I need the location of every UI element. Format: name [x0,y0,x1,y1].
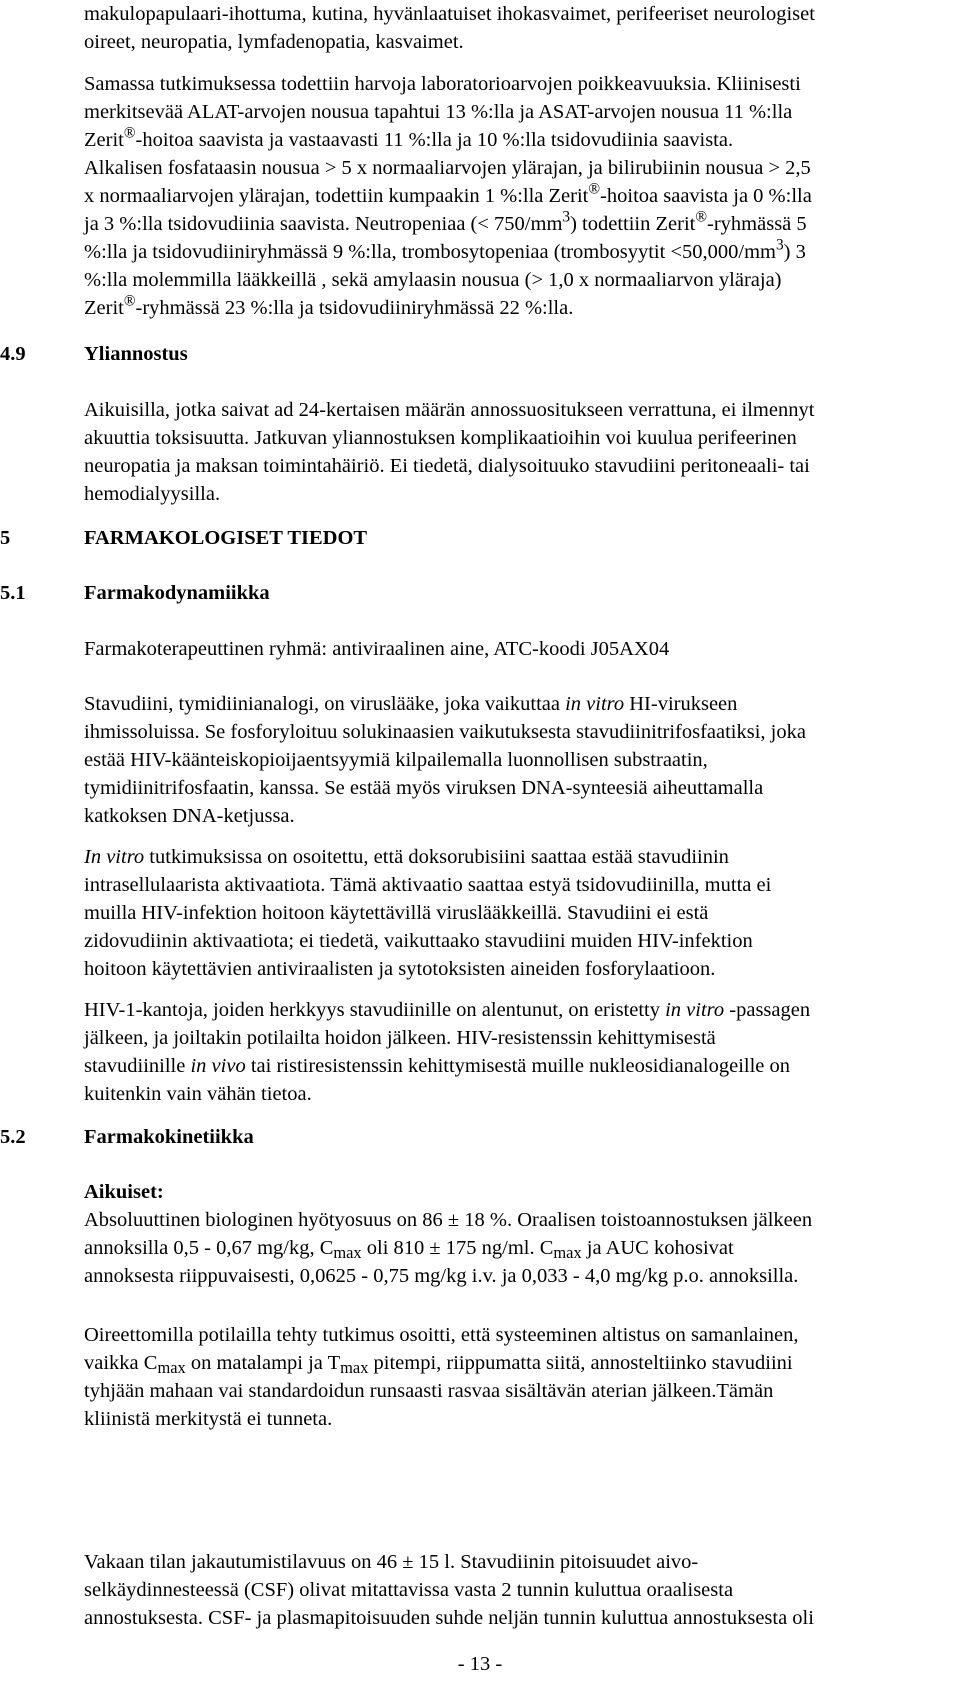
text-segment: x normaaliarvojen ylärajan, todettiin kumpaakin 1 %:lla Zerit [84,185,589,207]
text-line [84,1234,954,1262]
cube-superscript: 3 [562,208,571,226]
section-title: Farmakokinetiikka [84,1126,254,1148]
section-title: FARMAKOLOGISET TIEDOT [84,527,368,549]
text-line [84,996,954,1024]
text-line: Farmakoterapeuttinen ryhmä: antiviraalinen aine, ATC-koodi J05AX04 [84,638,670,660]
text-segment: stavudiinille [84,1055,191,1077]
heading-pharmacokinetics [0,1123,960,1151]
text-segment: vaikka C [84,1352,158,1374]
text-line [84,238,954,266]
text-line: annoksesta riippuvaisesti, 0,0625 - 0,75 mg/kg i.v. ja 0,033 - 4,0 mg/kg p.o. annoksilla. [84,1265,799,1287]
page-number: - 13 - [457,1653,503,1675]
subheading-adults: Aikuiset: [84,1181,164,1203]
text-segment: -hoitoa saavista ja 0 %:lla [600,185,812,207]
text-line: Aikuisilla, jotka saivat ad 24-kertaisen määrän annossuositukseen verrattuna, ei ilmennyt [84,399,815,421]
text-line: intrasellulaarista aktivaatiota. Tämä aktivaatio saattaa estyä tsidovudiinilla, mutta ei [84,874,772,896]
text-line: jälkeen, ja joiltakin potilailta hoidon jälkeen. HIV-resistenssin kehittymisestä [84,1027,716,1049]
italic-term: in vitro [665,999,725,1021]
text-line: katkoksen DNA-ketjussa. [84,805,295,827]
paragraph-laboratory-abnormalities [84,70,954,322]
brand-name: Zerit [84,297,124,319]
text-line: Samassa tutkimuksessa todettiin harvoja laboratorioarvojen poikkeavuuksia. Kliinisesti [84,73,801,95]
text-line: Absoluuttinen biologinen hyötyosuus on 86 ± 18 %. Oraalisen toistoannostuksen jälkeen [84,1209,813,1231]
text-segment: pitempi, riippumatta siitä, annosteltiinko stavudiini [368,1352,793,1374]
text-segment: tutkimuksissa on osoitettu, että doksorubisiini saattaa estää stavudiinin [144,846,729,868]
text-line: kliinistä merkitystä ei tunneta. [84,1408,333,1430]
text-segment: tai ristiresistenssin kehittymisestä muille nukleosidianalogeille on [245,1055,791,1077]
text-segment: oli 810 ± 175 ng/ml. C [361,1237,554,1259]
text-segment: annoksilla 0,5 - 0,67 mg/kg, C [84,1237,334,1259]
text-line: kuitenkin vain vähän tietoa. [84,1083,312,1105]
italic-term: in vivo [190,1055,246,1077]
text-line: %:lla molemmilla lääkkeillä , sekä amylaasin nousua (> 1,0 x normaaliarvon yläraja) [84,269,782,291]
heading-pharmacodynamics [0,579,960,607]
paragraph-mechanism [84,690,954,830]
italic-term: in vitro [565,693,625,715]
heading-overdose [0,340,960,368]
paragraph-atc-code [84,635,954,663]
text-line: annostuksesta. CSF- ja plasmapitoisuuden suhde neljän tunnin kuluttua annostuksesta oli [84,1607,814,1629]
text-segment: %:lla ja tsidovudiiniryhmässä 9 %:lla, trombosytopeniaa (trombosyytit <50,000/mm [84,241,776,263]
subscript-max: max [340,1358,369,1378]
text-line [84,690,954,718]
text-line: oireet, neuropatia, lymfadenopatia, kasvaimet. [84,31,464,53]
paragraph-overdose [84,396,954,508]
text-line [84,210,954,238]
text-line: hoitoon käytettävien antiviraalisten ja sytotoksisten aineiden fosforylaatioon. [84,958,716,980]
text-segment: Stavudiini, tymidiinianalogi, on viruslääke, joka vaikuttaa [84,693,566,715]
subscript-max: max [553,1243,582,1263]
text-line: selkäydinnesteessä (CSF) olivat mitattavissa vasta 2 tunnin kuluttua oraalisesta [84,1579,734,1601]
paragraph-food-effect [84,1321,954,1433]
registered-mark: ® [123,124,136,142]
text-line: Oireettomilla potilailla tehty tutkimus osoitti, että systeeminen altistus on samanlainen, [84,1324,799,1346]
text-line: akuuttia toksisuutta. Jatkuvan yliannostuksen komplikaatioihin voi kuulua perifeerinen [84,427,797,449]
text-segment: on matalampi ja T [185,1352,341,1374]
text-segment: HIV-1-kantoja, joiden herkkyys stavudiinille on alentunut, on eristetty [84,999,666,1021]
section-number: 5 [0,527,11,549]
cube-superscript: 3 [775,236,784,254]
italic-term: In vitro [84,846,145,868]
paragraph-distribution [84,1548,954,1632]
section-title: Yliannostus [84,343,188,365]
text-segment: -ryhmässä 5 [707,213,807,235]
text-segment: HI-virukseen [624,693,738,715]
paragraph-adverse-effects-continuation [84,0,954,56]
registered-mark: ® [588,180,601,198]
paragraph-adults-bioavailability [84,1178,954,1290]
text-line [84,294,954,322]
section-number: 4.9 [0,343,26,365]
brand-name: Zerit [84,129,124,151]
text-line: hemodialyysilla. [84,483,221,505]
text-line: Vakaan tilan jakautumistilavuus on 46 ± 15 l. Stavudiinin pitoisuudet aivo- [84,1551,699,1573]
paragraph-in-vitro-studies [84,843,954,983]
subscript-max: max [157,1358,186,1378]
text-line: tyhjään mahaan vai standardoidun runsaasti rasvaa sisältävän aterian jälkeen.Tämän [84,1380,774,1402]
text-segment: ) todettiin Zerit [570,213,696,235]
registered-mark: ® [695,208,708,226]
text-segment: ja 3 %:lla tsidovudiinia saavista. Neutropeniaa (< 750/mm [84,213,563,235]
text-line [84,1349,954,1377]
text-segment: -hoitoa saavista ja vastaavasti 11 %:lla ja 10 %:lla tsidovudiinia saavista. [135,129,734,151]
registered-mark: ® [123,292,136,310]
text-segment: ) 3 [783,241,806,263]
heading-pharmacological-properties [0,524,960,552]
text-line: ihmissoluissa. Se fosforyloituu solukinaasien vaikutuksesta stavudiinitrifosfaatiksi, joka [84,721,806,743]
text-line: merkitsevää ALAT-arvojen nousua tapahtui 13 %:lla ja ASAT-arvojen nousua 11 %:lla [84,101,793,123]
text-line [84,1052,954,1080]
text-line: Alkalisen fosfataasin nousua > 5 x normaaliarvojen ylärajan, ja bilirubiinin nousua > 2,5 [84,157,811,179]
text-line: zidovudiinin aktivaatiota; ei tiedetä, vaikuttaako stavudiini muiden HIV-infektion [84,930,753,952]
text-line [84,182,954,210]
section-title: Farmakodynamiikka [84,582,270,604]
text-line: tymidiinitrifosfaatin, kanssa. Se estää myös viruksen DNA-synteesiä aiheuttamalla [84,777,764,799]
text-line: estää HIV-käänteiskopioijaentsyymiä kilpailemalla luonnollisen substraatin, [84,749,708,771]
text-line [84,126,954,154]
text-segment: -ryhmässä 23 %:lla ja tsidovudiiniryhmässä 22 %:lla. [135,297,574,319]
text-segment: ja AUC kohosivat [581,1237,734,1259]
text-segment: -passagen [724,999,811,1021]
text-line: muilla HIV-infektion hoitoon käytettävillä viruslääkkeillä. Stavudiini ei estä [84,902,709,924]
text-line: makulopapulaari-ihottuma, kutina, hyvänlaatuiset ihokasvaimet, perifeeriset neurologiset [84,3,815,25]
text-line: neuropatia ja maksan toimintahäiriö. Ei tiedetä, dialysoituuko stavudiini peritoneaali- tai [84,455,810,477]
subscript-max: max [333,1243,362,1263]
text-line [84,843,954,871]
section-number: 5.1 [0,582,26,604]
paragraph-resistance [84,996,954,1108]
section-number: 5.2 [0,1126,26,1148]
